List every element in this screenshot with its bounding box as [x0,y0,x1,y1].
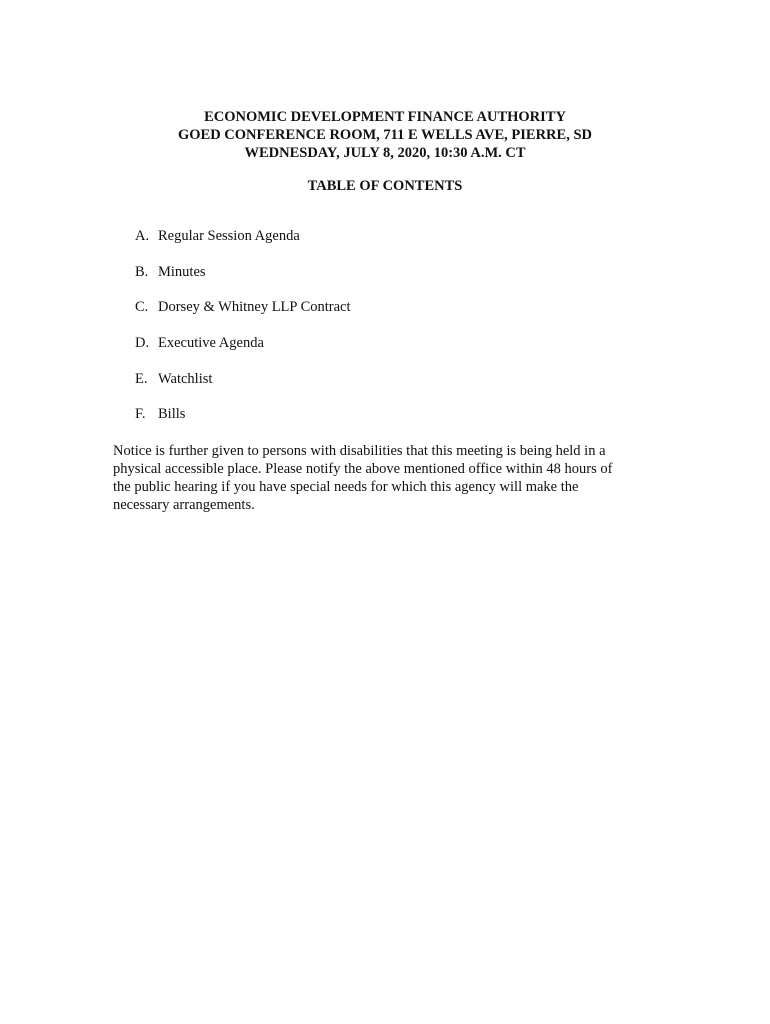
notice-line: the public hearing if you have special needs for which this agency will make the [113,479,579,495]
toc-item-watchlist [135,370,351,406]
notice-line: Notice is further given to persons with disabilities that this meeting is being held in a [113,443,606,459]
toc-item-executive-agenda [135,334,351,370]
header-date-time: WEDNESDAY, JULY 8, 2020, 10:30 A.M. CT [244,145,526,161]
toc-item-label: Bills [158,406,186,423]
toc-item-letter: B. [135,263,149,280]
toc-item-minutes [135,263,351,299]
header-organization: ECONOMIC DEVELOPMENT FINANCE AUTHORITY [204,109,566,125]
header-location: GOED CONFERENCE ROOM, 711 E WELLS AVE, PIERRE, SD [177,127,592,143]
toc-item-label: Regular Session Agenda [158,228,300,244]
toc-item-letter: D. [135,335,150,352]
toc-item-letter: C. [135,299,149,316]
toc-item-letter: E. [135,370,148,387]
accessibility-notice [113,442,673,514]
toc-item-label: Dorsey & Whitney LLP Contract [158,299,351,316]
document-header [0,108,770,162]
toc-title: TABLE OF CONTENTS [307,178,463,194]
toc-item-label: Minutes [158,263,206,280]
toc-item-letter: A. [135,228,150,244]
toc-item-label: Executive Agenda [158,335,264,352]
toc-list [135,227,351,441]
toc-item-regular-session-agenda [135,227,351,263]
notice-line: physical accessible place. Please notify the above mentioned office within 48 hours of [113,461,613,477]
toc-item-bills [135,405,351,441]
toc-item-letter: F. [135,406,146,423]
toc-item-label: Watchlist [158,370,213,387]
toc-item-contract [135,298,351,334]
notice-line: necessary arrangements. [113,497,255,513]
